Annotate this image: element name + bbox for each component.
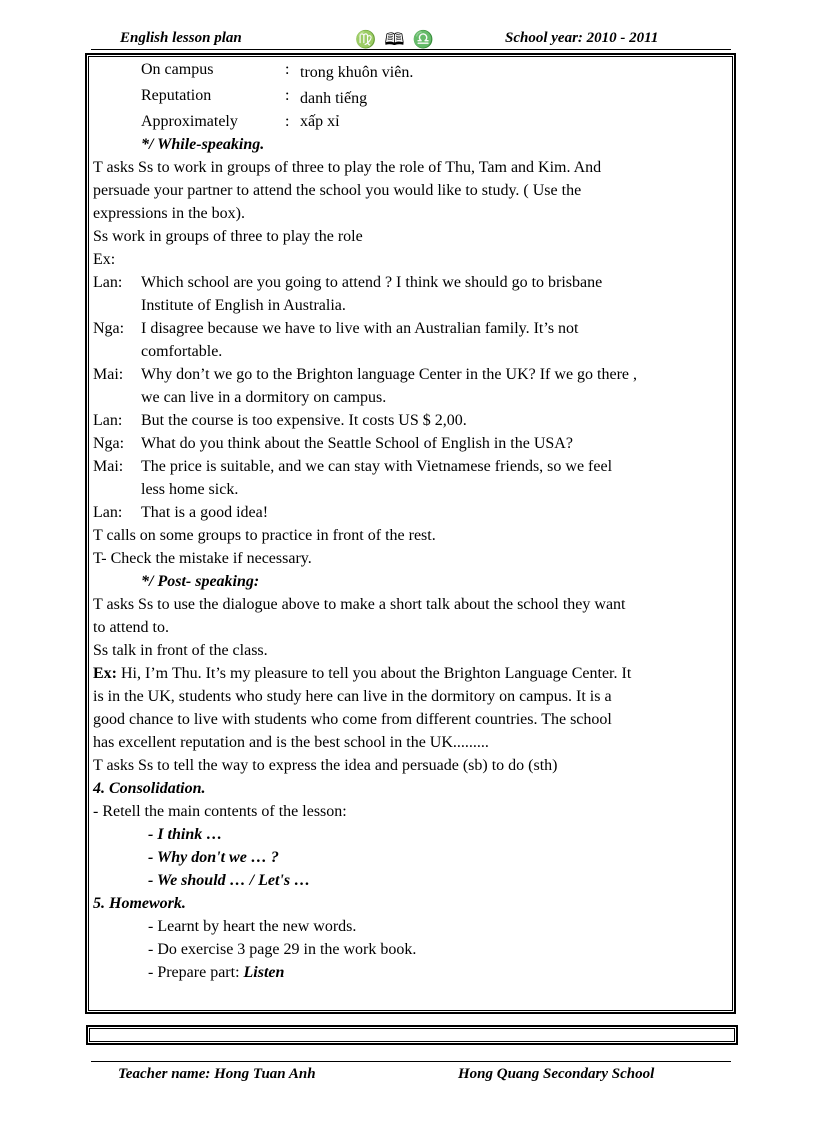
ss-talk-text: Ss talk in front of the class.	[93, 642, 268, 659]
vocab-row: On campus : trong khuôn viên.	[93, 58, 729, 84]
homework-item: - Do exercise 3 page 29 in the work book.	[148, 941, 417, 958]
dialogue-text: But the course is too expensive. It costs US $ 2,00.	[141, 412, 467, 429]
ss-work-text: Ss work in groups of three to play the role	[93, 228, 363, 245]
speaker-name: Lan:	[93, 412, 123, 429]
homework-title: 5. Homework.	[93, 895, 186, 912]
example-text: good chance to live with students who come from different countries. The school	[93, 711, 612, 728]
dialogue-line	[93, 363, 729, 409]
ex-label: Ex:	[93, 251, 116, 268]
tell-way-text: T asks Ss to tell the way to express the idea and persuade (sb) to do (sth)	[93, 757, 558, 774]
while-speaking-title: */ While-speaking.	[141, 136, 265, 153]
dialogue-line	[93, 501, 729, 524]
vocab-word: Reputation	[141, 87, 212, 104]
dialogue-text: Why don’t we go to the Brighton language Center in the UK? If we go there ,	[141, 366, 638, 383]
consolidation-title: 4. Consolidation.	[93, 780, 206, 797]
check-text: T- Check the mistake if necessary.	[93, 550, 312, 567]
consolidation-item: - I think …	[148, 826, 223, 843]
dialogue-text: Which school are you going to attend ? I think we should go to brisbane	[141, 274, 603, 291]
retell-text: - Retell the main contents of the lesson:	[93, 803, 347, 820]
bottom-box	[86, 1025, 738, 1045]
example-text: has excellent reputation and is the best school in the UK.........	[93, 734, 489, 751]
post-speaking-title: */ Post- speaking:	[141, 573, 260, 590]
task-text: to attend to.	[93, 619, 169, 636]
vocab-row: Reputation : danh tiếng	[93, 84, 729, 110]
dialogue-line	[93, 432, 729, 455]
example-text: Ex: Hi, I’m Thu. It’s my pleasure to tell you about the Brighton Language Center. It	[93, 665, 632, 682]
consolidation-item: - We should … / Let's …	[148, 872, 311, 889]
vocab-word: On campus	[141, 61, 214, 78]
dialogue-line	[93, 271, 729, 317]
dialogue-line	[93, 409, 729, 432]
header-right-title: School year: 2010 - 2011	[505, 30, 659, 46]
footer-school: Hong Quang Secondary School	[458, 1066, 655, 1082]
speaker-name: Lan:	[93, 504, 123, 521]
consolidation-item: - Why don't we … ?	[148, 849, 279, 866]
footer-rule	[91, 1061, 731, 1062]
lesson-content	[93, 58, 729, 984]
homework-item: - Learnt by heart the new words.	[148, 918, 357, 935]
vocab-word: Approximately	[141, 113, 238, 130]
vocab-row: Approximately : xấp xỉ	[93, 110, 729, 133]
header-symbols-icon: ♍ 🕮 ♎	[355, 30, 436, 49]
dialogue-text: comfortable.	[141, 343, 223, 360]
task-text: T asks Ss to work in groups of three to play the role of Thu, Tam and Kim. And	[93, 159, 602, 176]
example-text: is in the UK, students who study here can live in the dormitory on campus. It is a	[93, 688, 612, 705]
task-text: persuade your partner to attend the school you would like to study. ( Use the	[93, 182, 582, 199]
vocab-meaning: xấp xỉ	[300, 113, 340, 130]
homework-item: - Prepare part: Listen	[148, 964, 285, 981]
dialogue-text: That is a good idea!	[141, 504, 269, 521]
dialogue-text: What do you think about the Seattle School of English in the USA?	[141, 435, 573, 452]
dialogue-text: less home sick.	[141, 481, 239, 498]
task-text: T asks Ss to use the dialogue above to make a short talk about the school they want	[93, 596, 626, 613]
speaker-name: Mai:	[93, 458, 124, 475]
speaker-name: Mai:	[93, 366, 124, 383]
dialogue-line	[93, 317, 729, 363]
footer-teacher: Teacher name: Hong Tuan Anh	[118, 1066, 316, 1082]
speaker-name: Nga:	[93, 435, 125, 452]
dialogue-line	[93, 455, 729, 501]
header-rule	[91, 49, 731, 50]
vocab-meaning: danh tiếng	[300, 90, 368, 107]
calls-on-text: T calls on some groups to practice in front of the rest.	[93, 527, 436, 544]
dialogue-text: Institute of English in Australia.	[141, 297, 346, 314]
speaker-name: Nga:	[93, 320, 125, 337]
header-left-title: English lesson plan	[120, 30, 242, 46]
dialogue-text: I disagree because we have to live with an Australian family. It’s not	[141, 320, 579, 337]
speaker-name: Lan:	[93, 274, 123, 291]
listen-label: Listen	[243, 964, 285, 981]
ex-label: Ex:	[93, 665, 117, 682]
task-text: expressions in the box).	[93, 205, 245, 222]
dialogue-text: we can live in a dormitory on campus.	[141, 389, 387, 406]
vocab-meaning: trong khuôn viên.	[300, 64, 414, 81]
dialogue-text: The price is suitable, and we can stay with Vietnamese friends, so we feel	[141, 458, 613, 475]
